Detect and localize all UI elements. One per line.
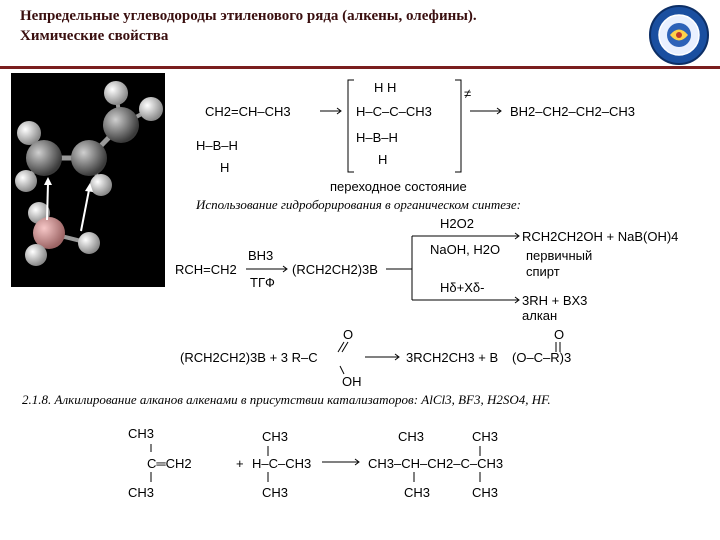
isobutylene-mid: C═CH2 — [147, 456, 192, 471]
borane-formula: H–B–H — [196, 138, 238, 153]
product-main-chain: CH3–CH–CH2–C–CH3 — [368, 456, 504, 471]
ts-top-hydrogens: H H — [374, 80, 397, 95]
primary-alcohol-product: RCH2CH2OH + NaB(OH)4 — [522, 229, 679, 244]
cleavage-right: 3RCH2CH3 + B — [406, 350, 499, 365]
alkylborane-product: BH2–CH2–CH2–CH3 — [510, 104, 635, 119]
alkylation-caption: 2.1.8. Алкилирование алканов алкенами в присутствии катализаторов: AlCl3, BF3, H2SO4, HF. — [22, 392, 551, 407]
ester-oxygen: O — [554, 327, 565, 342]
ts-carbon-row: H–C–C–CH3 — [356, 104, 432, 119]
isobutane-mid: H–C–CH3 — [252, 456, 312, 471]
ts-boron-row: H–B–H — [356, 130, 398, 145]
ts-bottom-hydrogen: H — [378, 152, 388, 167]
isobutylene-bottom: CH3 — [128, 485, 155, 500]
oxidant-h2o2: H2O2 — [440, 216, 474, 231]
isobutane-top: CH3 — [262, 429, 289, 444]
alkane-product: 3RH + BX3 — [522, 293, 588, 308]
title-line-1: Непредельные углеводороды этиленового ряда (алкены, олефины). — [20, 8, 477, 24]
alcohol-label-line1: первичный — [526, 248, 593, 263]
trialkylborane: (RCH2CH2)3B — [292, 262, 378, 277]
product-bottom-left: CH3 — [404, 485, 431, 500]
propene-formula: CH2=CH–CH3 — [205, 104, 291, 119]
isobutylene-top: CH3 — [128, 426, 155, 441]
oxidant-conditions: NaOH, H2O — [430, 242, 501, 257]
cleavage-left: (RCH2CH2)3B + 3 R–C — [180, 350, 318, 365]
product-top-right: CH3 — [472, 429, 499, 444]
plus-sign: + — [236, 456, 244, 471]
acid-reagent: Hδ+Xδ- — [440, 280, 485, 295]
alkene-reactant: RCH=CH2 — [175, 262, 237, 277]
product-top-left: CH3 — [398, 429, 425, 444]
reagent-thf: ТГФ — [250, 275, 275, 290]
hydroxyl-group: OH — [342, 374, 362, 389]
product-bottom-right: CH3 — [472, 485, 499, 500]
alkane-label: алкан — [522, 308, 558, 323]
carbonyl-oxygen: O — [343, 327, 354, 342]
ts-label: переходное состояние — [330, 179, 467, 194]
synthesis-caption: Использование гидроборирования в органическом синтезе: — [196, 197, 521, 212]
alcohol-label-line2: спирт — [526, 264, 560, 279]
isobutane-bottom: CH3 — [262, 485, 289, 500]
reagent-bh3: BH3 — [248, 248, 274, 263]
ts-transition-mark: ≠ — [464, 86, 472, 101]
borane-lower-h: H — [220, 160, 230, 175]
ester-group: (O–C–R)3 — [512, 350, 572, 365]
title-line-2: Химические свойства — [20, 28, 169, 44]
